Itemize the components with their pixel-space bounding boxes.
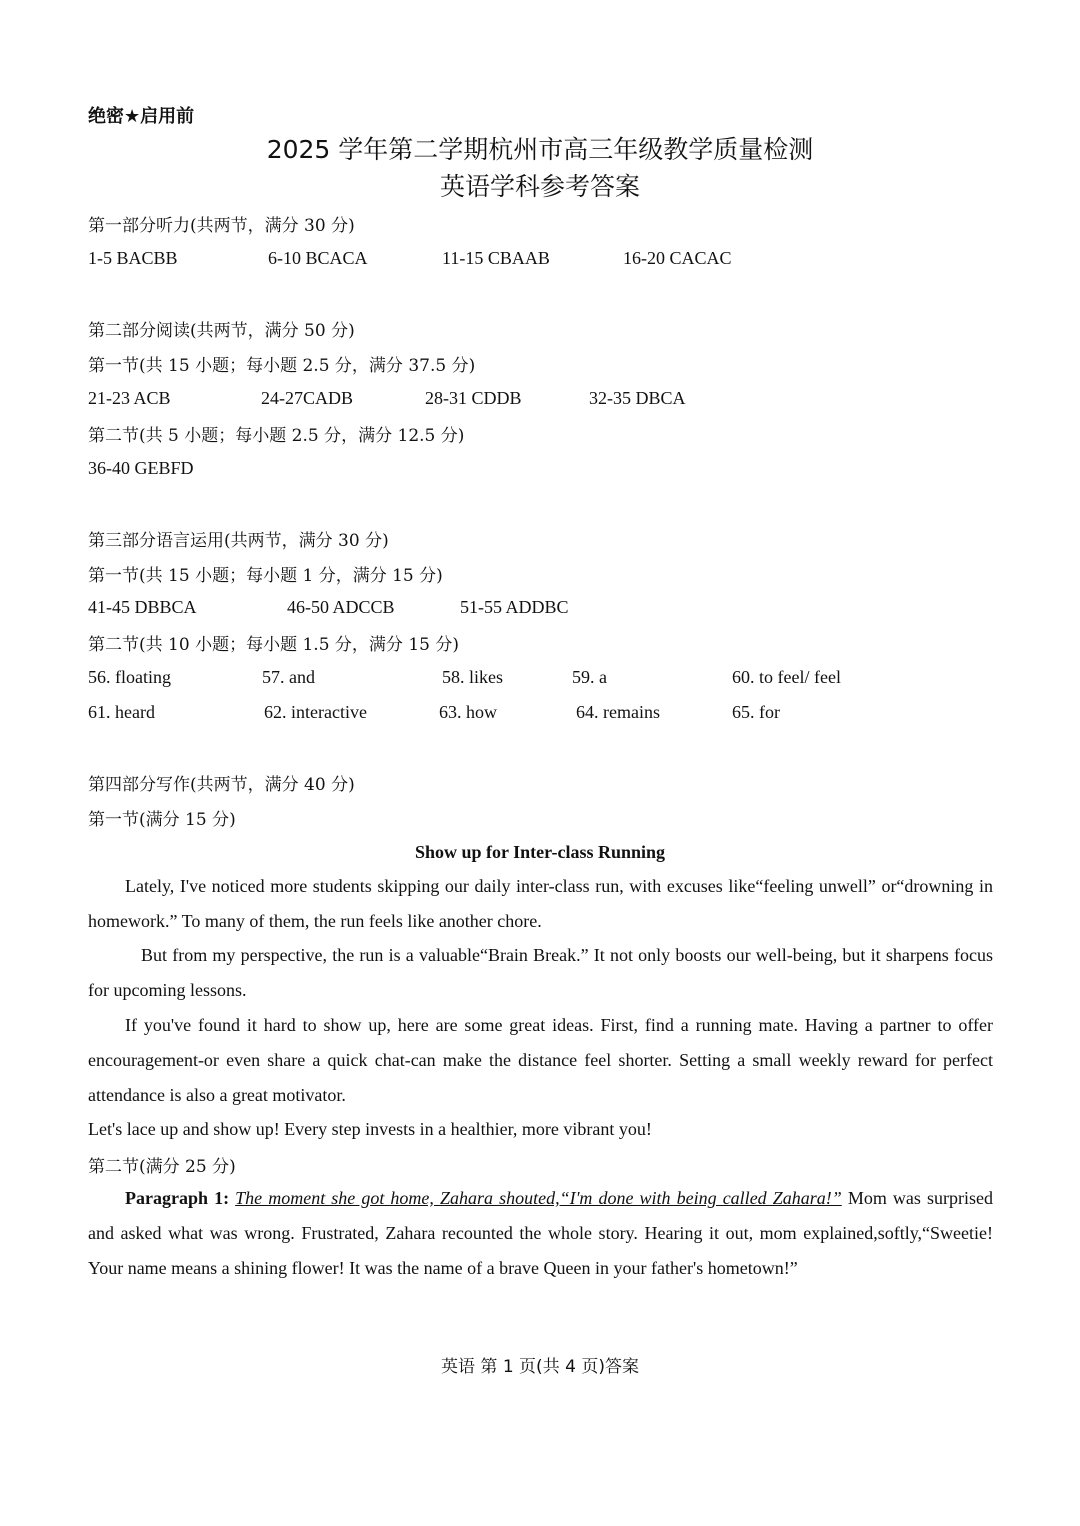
answer-group: 11-15 CBAAB [442,248,550,268]
answer-group: 21-23 ACB [88,388,171,408]
part4-section1-heading: 第一节(满分 15 分) [88,810,236,830]
continuation-paragraph-1 [88,1181,993,1286]
answer-item: 59. a [572,667,607,687]
page-footer: 英语 第 1 页(共 4 页)答案 [441,1357,639,1377]
paragraph-label: Paragraph 1: [125,1188,230,1208]
given-sentence: The moment she got home, Zahara shouted,“I'm done with being called Zahara!” [235,1188,842,1208]
answer-item: 58. likes [442,667,503,687]
answer-group: 28-31 CDDB [425,388,522,408]
page-title: 2025 学年第二学期杭州市高三年级教学质量检测 [266,135,814,164]
part2-section1-heading: 第一节(共 15 小题；每小题 2.5 分，满分 37.5 分) [88,356,476,376]
essay-paragraph: Lately, I've noticed more students skipping our daily inter-class run, with excuses like“feeling unwell” or“drowning in homework.” To many of them, the run feels like another chore. [88,876,993,931]
part2-heading: 第二部分阅读(共两节，满分 50 分) [88,321,355,341]
answer-item: 61. heard [88,702,155,722]
part1-heading: 第一部分听力(共两节，满分 30 分) [88,216,355,236]
answer-group: 51-55 ADDBC [460,597,569,617]
paragraph-text: Mom was surprised and asked what was wrong. Frustrated, Zahara recounted the whole story. Hearing it out, mom explained,softly,“Sweetie! Your name means a shining flower! It was the name of a brave Queen in your father's hometown!” [88,1188,993,1278]
answer-group: 1-5 BACBB [88,248,178,268]
answer-item: 65. for [732,702,780,722]
answer-group: 24-27CADB [261,388,354,408]
essay-paragraph: But from my perspective, the run is a valuable“Brain Break.” It not only boosts our well-being, but it sharpens focus for upcoming lessons. [88,945,993,1000]
essay-paragraph: If you've found it hard to show up, here are some great ideas. First, find a running mate. Having a partner to offer encouragement-or even share a quick chat-can make the distance feel shorter. Setting a small weekly reward for perfect attendance is also a great motivator. [88,1015,993,1105]
secret-label: 绝密★启用前 [88,106,195,127]
answer-item: 63. how [439,702,497,722]
part2-section2-heading: 第二节(共 5 小题；每小题 2.5 分，满分 12.5 分) [88,426,465,446]
page-subtitle: 英语学科参考答案 [439,172,640,201]
answer-group: 6-10 BCACA [268,248,368,268]
answer-item: 60. to feel/ feel [732,667,841,687]
essay-paragraph: Let's lace up and show up! Every step invests in a healthier, more vibrant you! [88,1119,652,1139]
part3-section2-heading: 第二节(共 10 小题；每小题 1.5 分，满分 15 分) [88,635,459,655]
part3-heading: 第三部分语言运用(共两节，满分 30 分) [88,531,389,551]
answer-item: 57. and [262,667,315,687]
answer-group: 36-40 GEBFD [88,458,194,478]
answer-item: 62. interactive [264,702,367,722]
answer-group: 46-50 ADCCB [287,597,395,617]
answer-item: 64. remains [576,702,660,722]
answer-item: 56. floating [88,667,171,687]
essay-title: Show up for Inter-class Running [414,842,666,862]
part4-section2-heading: 第二节(满分 25 分) [88,1157,236,1177]
part4-heading: 第四部分写作(共两节，满分 40 分) [88,775,355,795]
answer-group: 16-20 CACAC [623,248,732,268]
part3-section1-heading: 第一节(共 15 小题；每小题 1 分，满分 15 分) [88,566,443,586]
answer-group: 32-35 DBCA [589,388,686,408]
answer-group: 41-45 DBBCA [88,597,197,617]
